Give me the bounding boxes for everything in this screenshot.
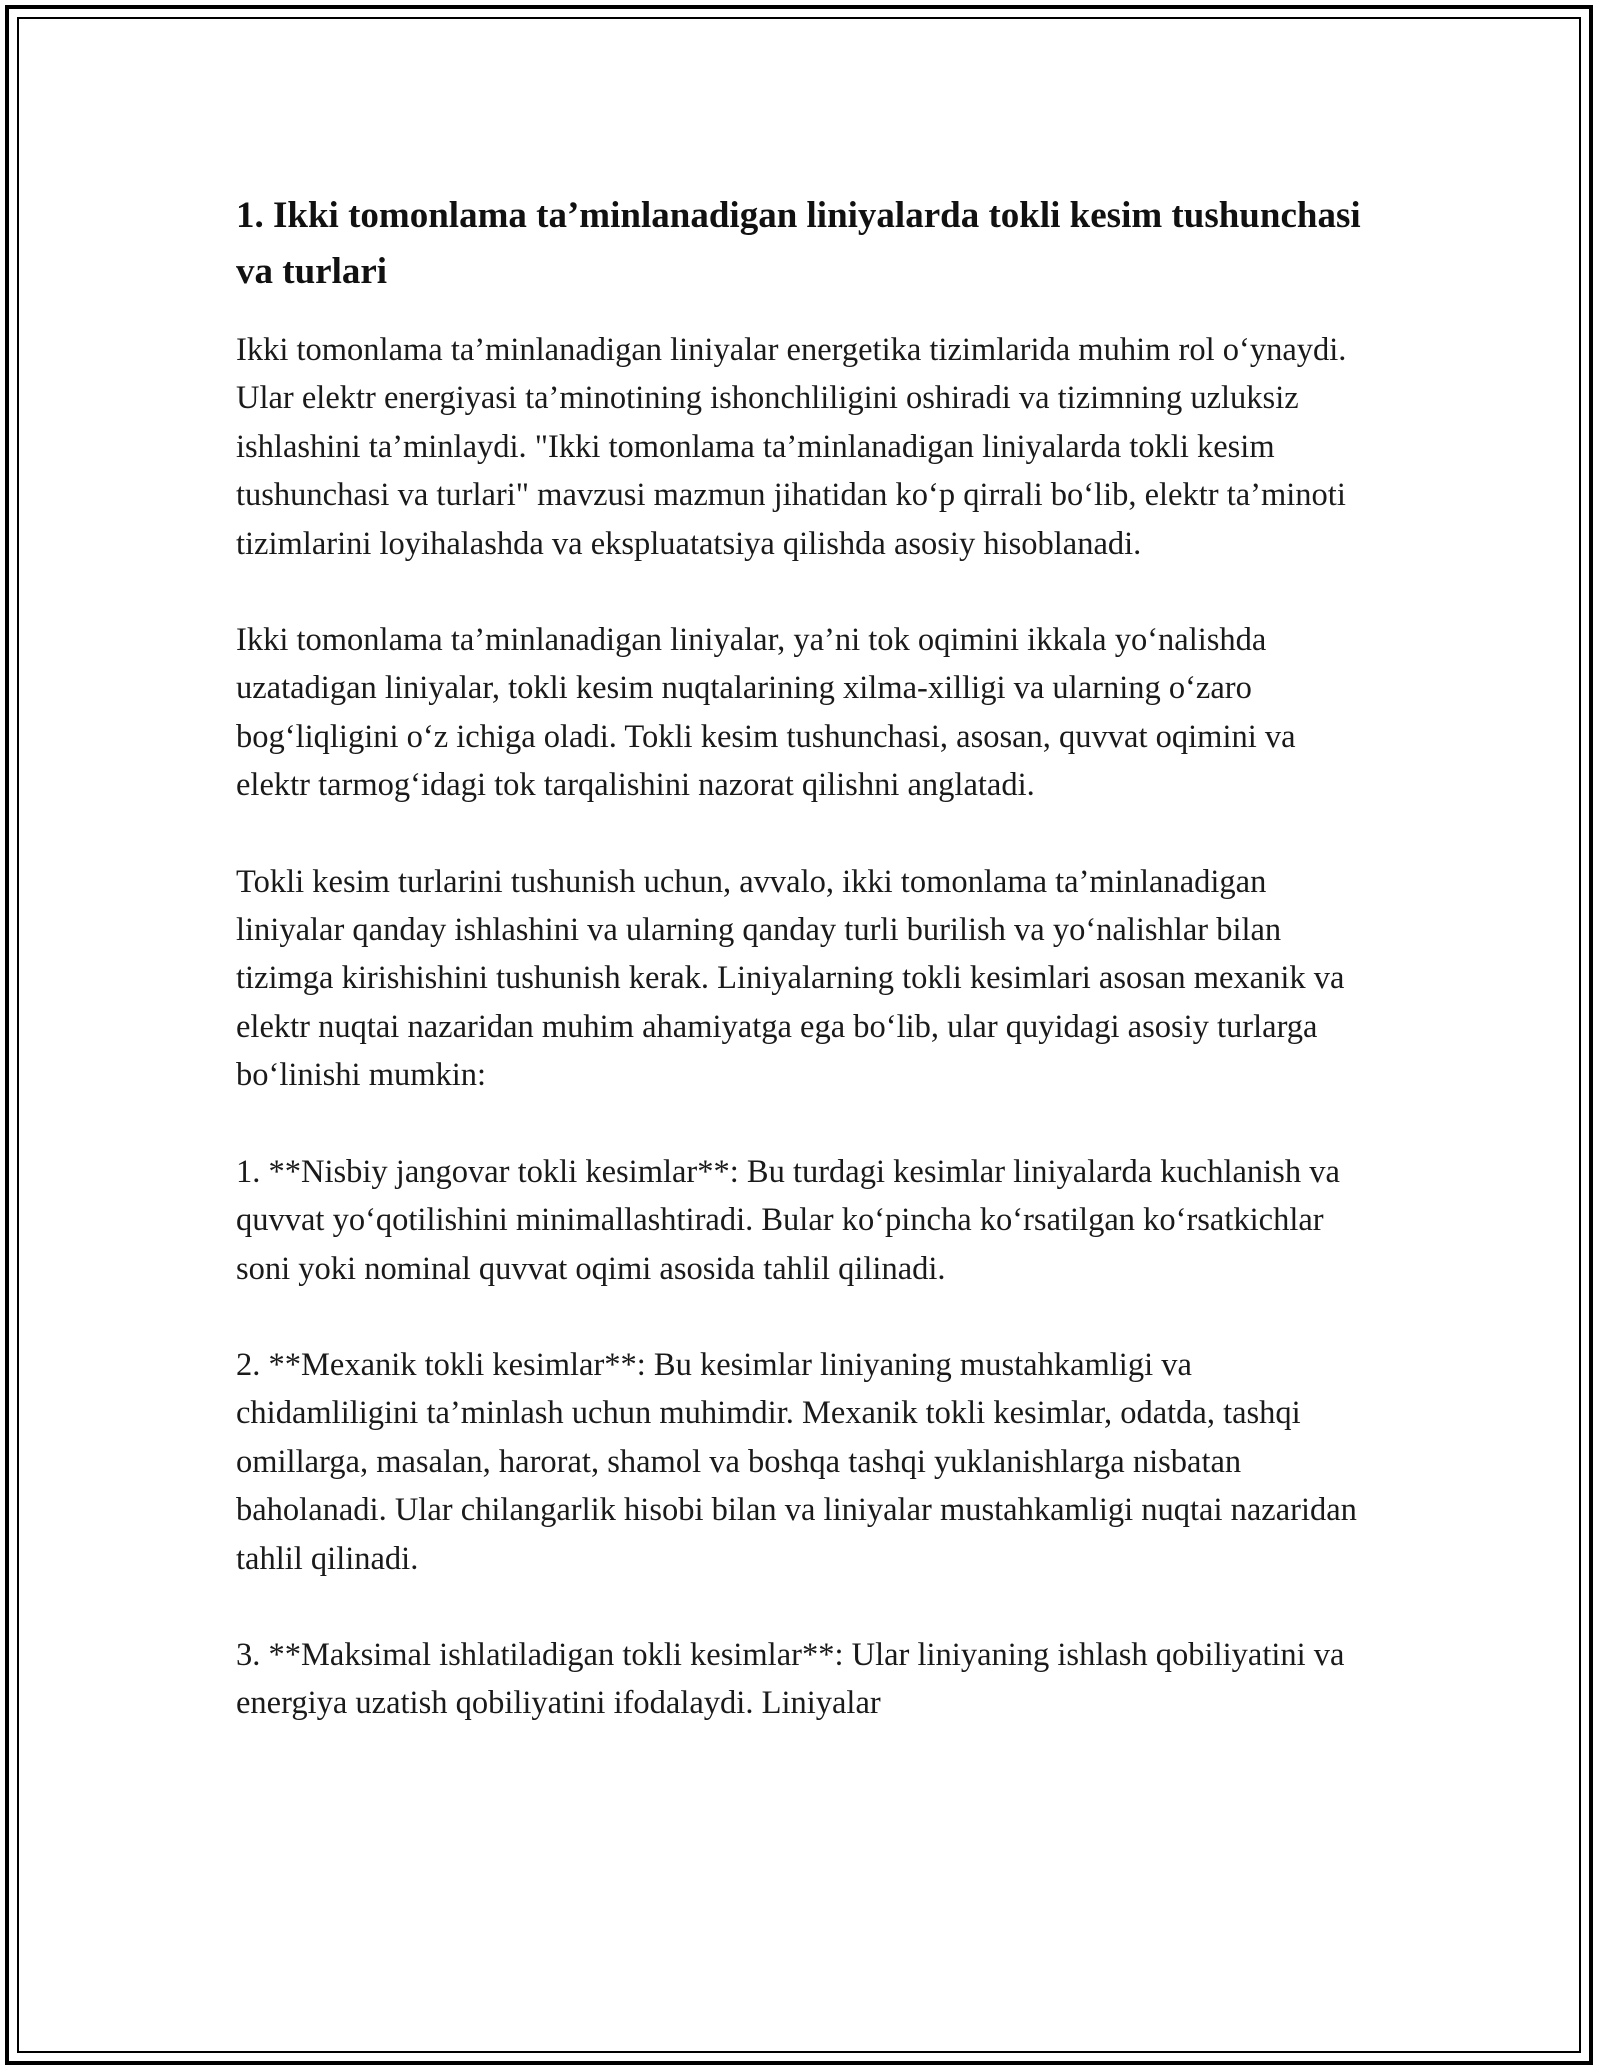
list-item-2: 2. **Mexanik tokli kesimlar**: Bu kesimlar liniyaning mustahkamligi va chidamliligini ta’minlash uchun muhimdir. Mexanik tokli kesimlar, odatda, tashqi omillarga, masalan, harorat, shamol va boshqa tashqi yuklanishlarga nisbatan baholanadi. Ular chilangarlik hisobi bilan va liniyalar mustahkamligi nuqtai nazaridan tahlil qilinadi. [236, 1346, 1357, 1577]
document-body [236, 188, 1372, 1776]
paragraph-intro: Ikki tomonlama ta’minlanadigan liniyalar energetika tizimlarida muhim rol o‘ynaydi. Ular elektr energiyasi ta’minotining ishonchliligini oshiradi va tizimning uzluksiz ishlashini ta’minlaydi. "Ikki tomonlama ta’minlanadigan liniyalarda tokli kesim tushunchasi va turlari" mavzusi mazmun jihatidan ko‘p qirrali bo‘lib, elektr ta’minoti tizimlarini loyihalashda va ekspluatatsiya qilishda asosiy hisoblanadi. [236, 332, 1347, 562]
list-item-1: 1. **Nisbiy jangovar tokli kesimlar**: Bu turdagi kesimlar liniyalarda kuchlanish va quvvat yo‘qotilishini minimallashtiradi. Bular ko‘pincha ko‘rsatilgan ko‘rsatkichlar soni yoki nominal quvvat oqimi asosida tahlil qilinadi. [236, 1153, 1340, 1287]
paragraph-definition: Ikki tomonlama ta’minlanadigan liniyalar, ya’ni tok oqimini ikkala yo‘nalishda uzatadigan liniyalar, tokli kesim nuqtalarining xilma-xilligi va ularning o‘zaro bog‘liqligini o‘z ichiga oladi. Tokli kesim tushunchasi, asosan, quvvat oqimini va elektr tarmog‘idagi tok tarqalishini nazorat qilishni anglatadi. [236, 622, 1296, 804]
paragraph-types-intro: Tokli kesim turlarini tushunish uchun, avvalo, ikki tomonlama ta’minlanadigan liniyalar qanday ishlashini va ularning qanday turli burilish va yo‘nalishlar bilan tizimga kirishishini tushunish kerak. Liniyalarning tokli kesimlari asosan mexanik va elektr nuqtai nazaridan muhim ahamiyatga ega bo‘lib, ular quyidagi asosiy turlarga bo‘linishi mumkin: [236, 863, 1345, 1094]
section-title: 1. Ikki tomonlama ta’minlanadigan liniyalarda tokli kesim tushunchasi va turlari [236, 195, 1361, 292]
list-item-3: 3. **Maksimal ishlatiladigan tokli kesimlar**: Ular liniyaning ishlash qobiliyatini va energiya uzatish qobiliyatini ifodalaydi. Liniyalar [236, 1636, 1345, 1722]
